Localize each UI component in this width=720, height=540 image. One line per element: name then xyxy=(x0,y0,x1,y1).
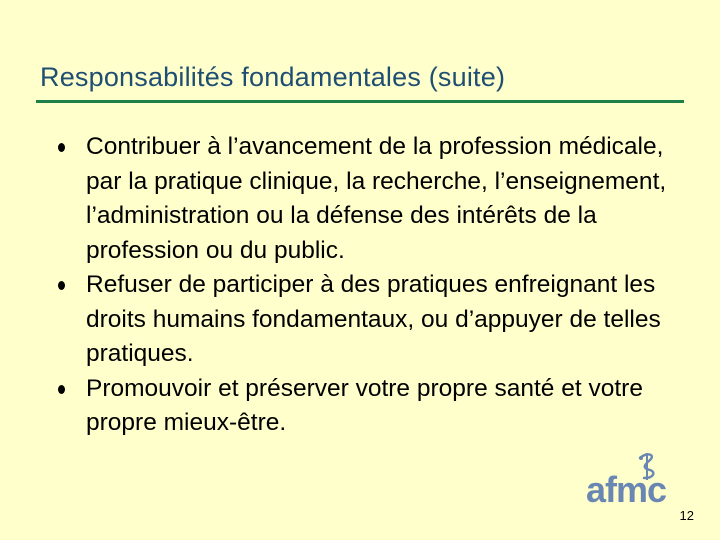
caduceus-serpent-icon xyxy=(584,450,692,512)
afmc-logo xyxy=(584,450,692,512)
logo-wordmark: afmc xyxy=(586,469,667,510)
bullet-list xyxy=(46,130,686,441)
bullet-dot-icon xyxy=(58,385,65,394)
list-item xyxy=(46,372,686,441)
bullet-dot-icon xyxy=(58,281,65,290)
list-item xyxy=(46,130,686,268)
slide-title: Responsabilités fondamentales (suite) xyxy=(40,62,506,92)
bullet-dot-icon xyxy=(58,143,65,152)
list-item xyxy=(46,268,686,372)
bullet-text: Refuser de participer à des pratiques enfreignant les droits humains fondamentaux, ou d’appuyer de telles pratiques. xyxy=(86,271,661,367)
bullet-text: Promouvoir et préserver votre propre santé et votre propre mieux-être. xyxy=(86,374,643,436)
bullet-text: Contribuer à l’avancement de la profession médicale, par la pratique clinique, la recherche, l’enseignement, l’administration ou la défense des intérêts de la profession ou du public. xyxy=(86,133,667,264)
page-number: 12 xyxy=(679,508,694,523)
title-underline xyxy=(36,100,684,103)
